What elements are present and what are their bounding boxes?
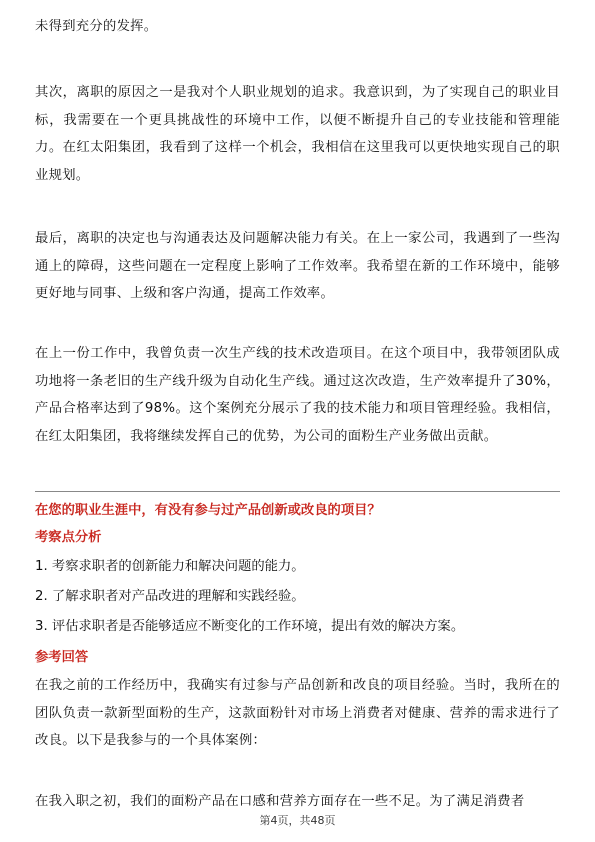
paragraph-career-plan: 其次，离职的原因之一是我对个人职业规划的追求。我意识到，为了实现自己的职业目标，我需要在一个更具挑战性的环境中工作，以便不断提升自己的专业技能和管理能力。在红太阳集团，我看到了这样一个机会，我相信在这里我可以更快地实现自己的职业规划。 <box>35 85 560 183</box>
page-footer: 第4页，共48页 <box>259 814 336 827</box>
paragraph-tech-upgrade: 在上一份工作中，我曾负责一次生产线的技术改造项目。在这个项目中，我带领团队成功地将一条老旧的生产线升级为自动化生产线。通过这次改造，生产效率提升了30%，产品合格率达到了98%。这个案例充分展示了我的技术能力和项目管理经验。我相信，在红太阳集团，我将继续发挥自己的优势，为公司的面粉生产业务做出贡献。 <box>35 346 560 444</box>
section-divider <box>35 491 560 492</box>
paragraph-intro-end: 未得到充分的发挥。 <box>35 19 158 34</box>
analysis-item: 1. 考察求职者的创新能力和解决问题的能力。 <box>35 559 305 574</box>
paragraph-communication: 最后，离职的决定也与沟通表达及问题解决能力有关。在上一家公司，我遇到了一些沟通上的障碍，这些问题在一定程度上影响了工作效率。我希望在新的工作环境中，能够更好地与同事、上级和客户沟通，提高工作效率。 <box>35 231 560 301</box>
analysis-item: 3. 评估求职者是否能够适应不断变化的工作环境，提出有效的解决方案。 <box>35 619 465 634</box>
analysis-item: 2. 了解求职者对产品改进的理解和实践经验。 <box>35 589 305 604</box>
answer-paragraph: 在我之前的工作经历中，我确实有过参与产品创新和改良的项目经验。当时，我所在的团队负责一款新型面粉的生产，这款面粉针对市场上消费者对健康、营养的需求进行了改良。以下是我参与的一个具体案例： <box>35 678 560 748</box>
answer-heading: 参考回答 <box>35 650 89 665</box>
analysis-heading: 考察点分析 <box>35 530 102 545</box>
interview-question: 在您的职业生涯中，有没有参与过产品创新或改良的项目？ <box>35 503 381 518</box>
answer-paragraph: 在我入职之初，我们的面粉产品在口感和营养方面存在一些不足。为了满足消费者 <box>35 794 525 809</box>
